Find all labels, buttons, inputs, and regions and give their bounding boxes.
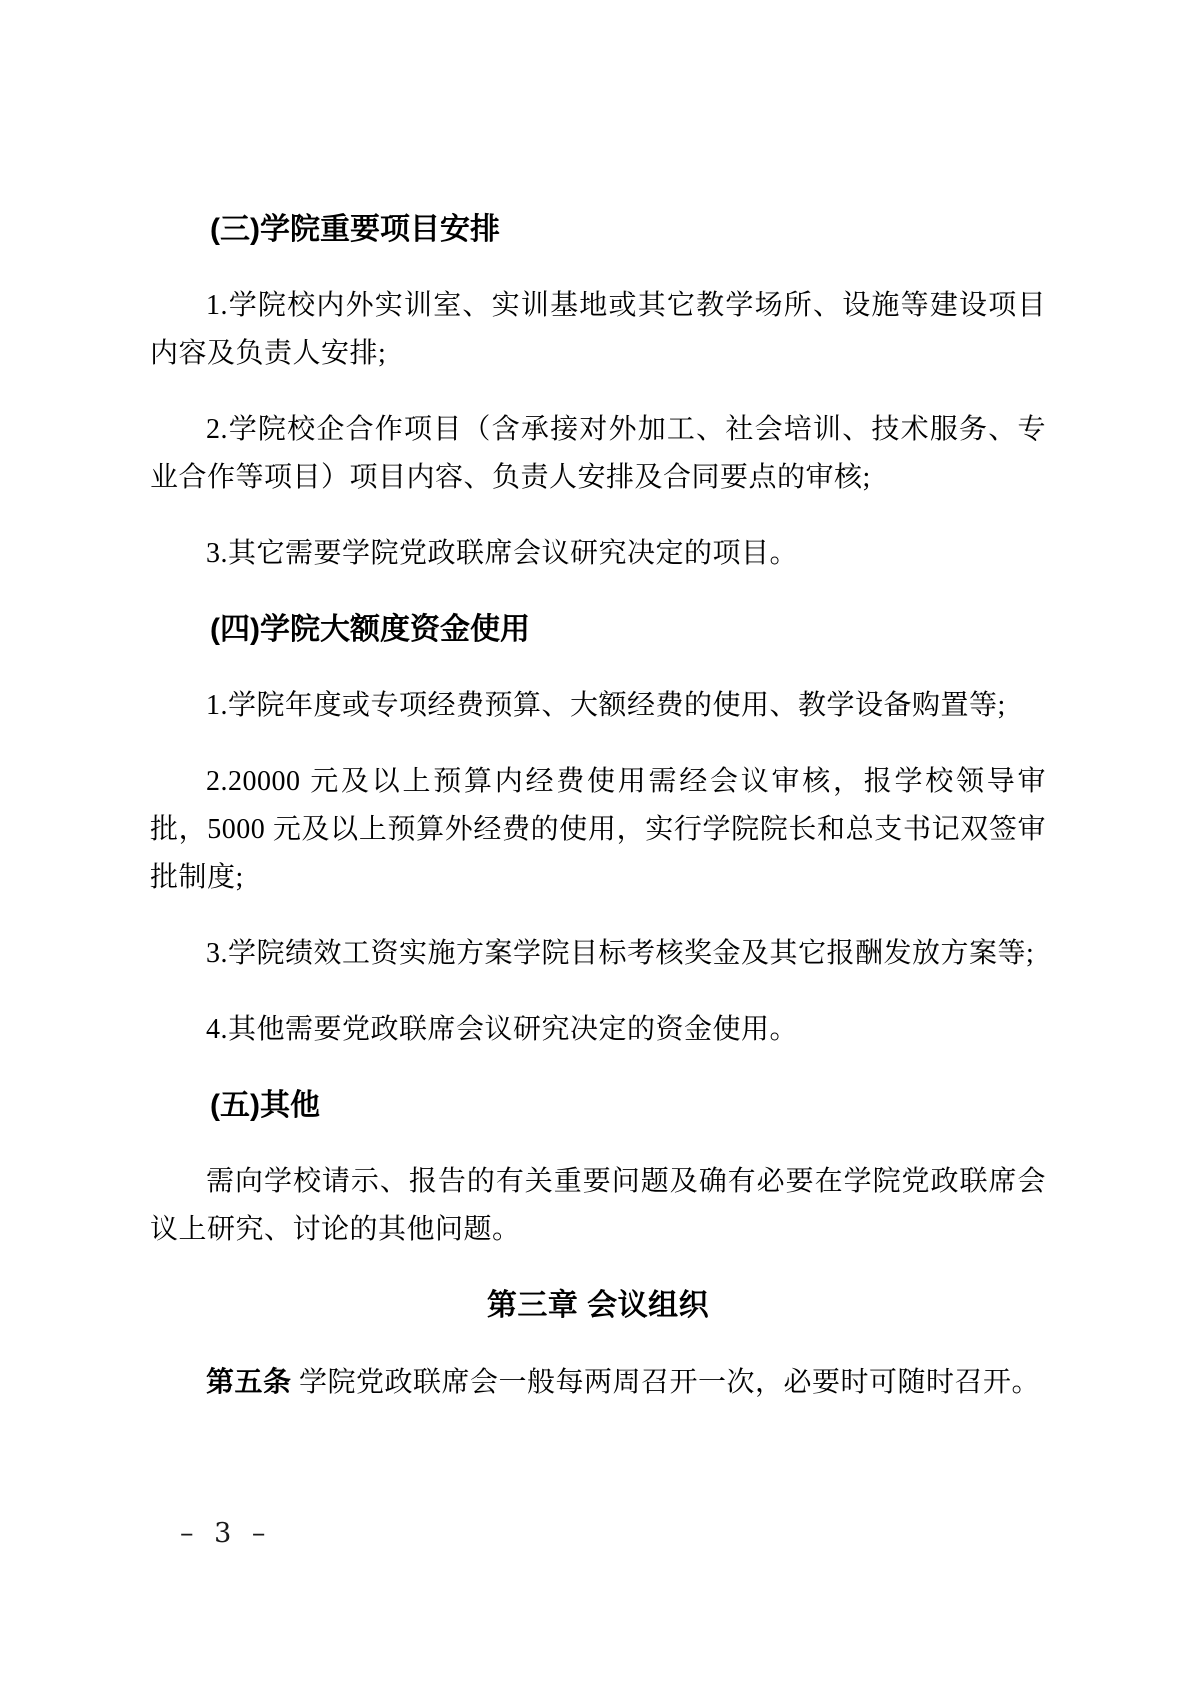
section4-item-1: 1.学院年度或专项经费预算、大额经费的使用、教学设备购置等; bbox=[206, 690, 1006, 721]
article-5-paragraph bbox=[150, 1358, 1046, 1407]
section4-item-2: 2.20000 元及以上预算内经费使用需经会议审核，报学校领导审批，5000 元及以上预算外经费的使用，实行学院院长和总支书记双签审批制度; bbox=[150, 766, 1046, 893]
section-heading-3: (三)学院重要项目安排 bbox=[210, 213, 500, 246]
chapter-3-heading: 第三章 会议组织 bbox=[486, 1289, 710, 1322]
article-5-number: 第五条 bbox=[206, 1366, 292, 1397]
section5-paragraph: 需向学校请示、报告的有关重要问题及确有必要在学院党政联席会议上研究、讨论的其他问题。 bbox=[150, 1166, 1046, 1245]
article-5-text: 学院党政联席会一般每两周召开一次，必要时可随时召开。 bbox=[291, 1367, 1041, 1398]
section4-item-4: 4.其他需要党政联席会议研究决定的资金使用。 bbox=[206, 1014, 799, 1045]
section3-item-3: 3.其它需要学院党政联席会议研究决定的项目。 bbox=[206, 538, 799, 569]
section3-item-1: 1.学院校内外实训室、实训基地或其它教学场所、设施等建设项目内容及负责人安排; bbox=[150, 290, 1046, 369]
section4-item-3: 3.学院绩效工资实施方案学院目标考核奖金及其它报酬发放方案等; bbox=[206, 938, 1035, 969]
document-body bbox=[150, 206, 1046, 1435]
section3-item-2: 2.学院校企合作项目（含承接对外加工、社会培训、技术服务、专业合作等项目）项目内容、负责人安排及合同要点的审核; bbox=[150, 414, 1046, 493]
section-heading-4: (四)学院大额度资金使用 bbox=[210, 613, 530, 646]
page-number: – 3 – bbox=[180, 1518, 272, 1549]
section-heading-5: (五)其他 bbox=[210, 1089, 320, 1122]
